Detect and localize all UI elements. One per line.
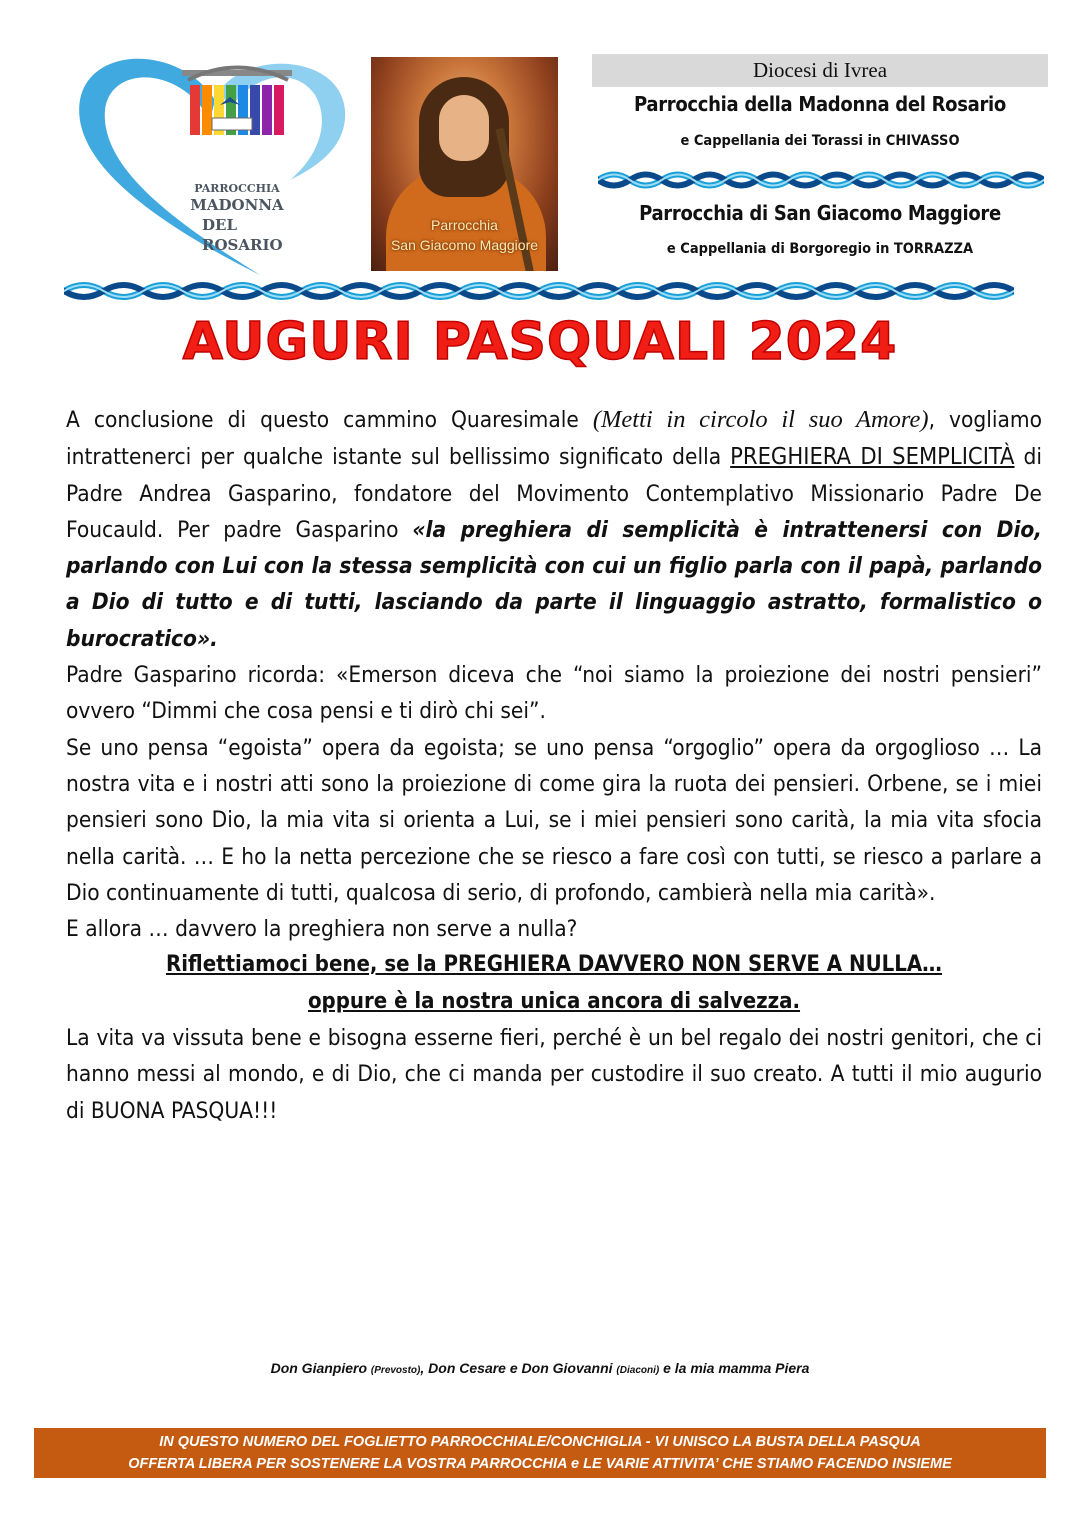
signature: Don Gianpiero (Prevosto), Don Cesare e Don Giovanni (Diaconi) e la mia mamma Piera (270, 1360, 810, 1376)
diocese-label: Diocesi di Ivrea (592, 54, 1048, 87)
paragraph-4: E allora … davvero la preghiera non serve a nulla? (66, 916, 578, 943)
logo-label-line2: MADONNA (190, 196, 284, 214)
saint-image-caption-line2: San Giacomo Maggiore (390, 237, 539, 253)
paragraph-1: A conclusione di questo cammino Quaresimale (Metti in circolo il suo Amore), vogliamo intrattenerci per qualche istante sul bellissimo significato della PREGHIERA DI SEMPLICITÀ di Padre Andrea Gasparino, fondatore del Movimento Contemplativo Missionario Padre De Foucauld. Per padre Gasparino «la preghiera di semplicità è intrattenersi con Dio, parlando con Lui con la stessa semplicità con cui un figlio parla con il papà, parlando a Dio di tutto e di tutti, lasciando da parte il linguaggio astratto, formalistico o burocratico». (66, 406, 1042, 652)
saint-james-image (371, 57, 558, 271)
preghiera-semplicita-link: PREGHIERA DI SEMPLICITÀ (730, 442, 1015, 471)
parish1-subtitle: e Cappellania dei Torassi in CHIVASSO (680, 133, 960, 149)
parish-logo-madonna-del-rosario (60, 50, 360, 280)
page-title: AUGURI PASQUALI 2024 (182, 312, 898, 372)
footer-line-1: IN QUESTO NUMERO DEL FOGLIETTO PARROCCHIALE/CONCHIGLIA - VI UNISCO LA BUSTA DELLA PASQUA (159, 1434, 921, 1450)
emphasis-line-1: Riflettiamoci bene, se la PREGHIERA DAVVERO NON SERVE A NULLA… (166, 952, 942, 978)
letter-body (66, 402, 1042, 1129)
paragraph-3: Se uno pensa “egoista” opera da egoista; se uno pensa “orgoglio” opera da orgoglioso … La nostra vita e i nostri atti sono la proiezione di come gira la ruota dei pensieri. Orbene, se i miei pensieri sono Dio, la mia vita si orienta a Lui, se i miei pensieri sono carità, la mia vita sfocia nella carità. … E ho la netta percezione che se riesco a fare così con tutti, se riesco a parlare a Dio continuamente di tutti, qualcosa di serio, di profondo, cambierà nella mia carità». (66, 734, 1042, 906)
footer-banner (34, 1428, 1046, 1478)
emphasis-line-2: oppure è la nostra unica ancora di salvezza. (307, 988, 801, 1014)
footer-line-2: OFFERTA LIBERA PER SOSTENERE LA VOSTRA PARROCCHIA e LE VARIE ATTIVITA’ CHE STIAMO FACENDO INSIEME (128, 1456, 952, 1472)
rope-divider-large (64, 276, 1014, 306)
parish1-title: Parrocchia della Madonna del Rosario (634, 92, 1006, 116)
paragraph-2: Padre Gasparino ricorda: «Emerson diceva che “noi siamo la proiezione dei nostri pensieri” ovvero “Dimmi che cosa pensi e ti dirò chi sei”. (66, 662, 1042, 725)
logo-label-line3: DEL (202, 216, 237, 234)
rope-divider-small (598, 166, 1044, 194)
saint-image-caption-line1: Parrocchia (431, 217, 498, 233)
parish2-title: Parrocchia di San Giacomo Maggiore (639, 201, 1001, 225)
logo-label-line1: PARROCCHIA (194, 182, 280, 195)
paragraph-5: La vita va vissuta bene e bisogna esserne fieri, perché è un bel regalo dei nostri genitori, che ci hanno messi al mondo, e di Dio, che ci manda per custodire il suo creato. A tutti il mio augurio di BUONA PASQUA!!! (66, 1025, 1042, 1124)
parish2-subtitle: e Cappellania di Borgoregio in TORRAZZA (666, 241, 974, 257)
logo-label-line4: ROSARIO (202, 236, 283, 254)
